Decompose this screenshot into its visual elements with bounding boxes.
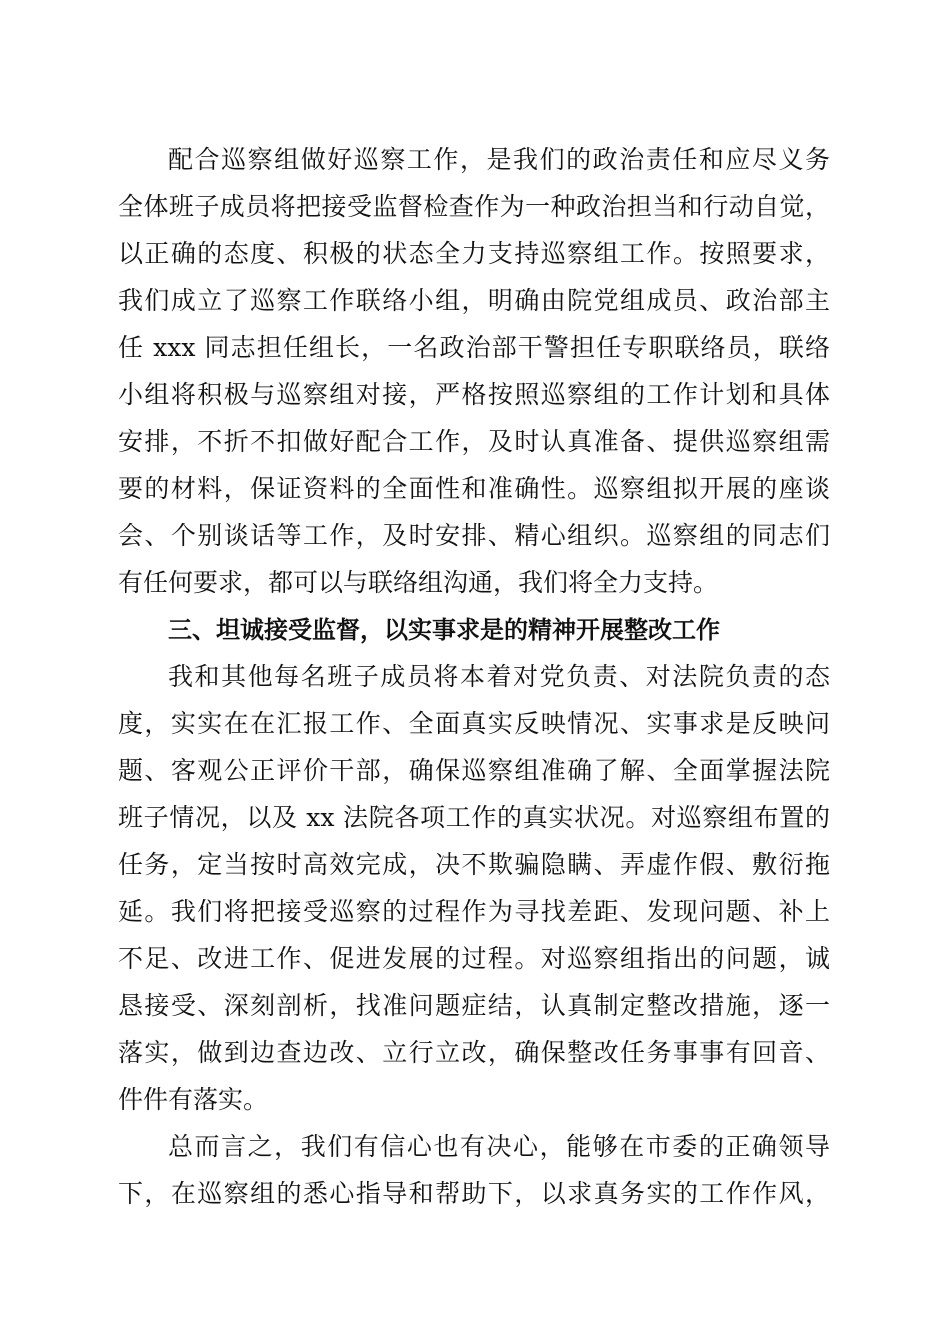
text-line: 下，在巡察组的悉心指导和帮助下，以求真务实的工作作风， — [118, 1179, 830, 1208]
text-line: 以正确的态度、积极的状态全力支持巡察组工作。按照要求， — [118, 239, 830, 268]
text-line: 不足、改进工作、促进发展的过程。对巡察组指出的问题，诚 — [118, 944, 830, 973]
text-line: 恳接受、深刻剖析，找准问题症结，认真制定整改措施，逐一 — [118, 991, 830, 1020]
text-line: 有任何要求，都可以与联络组沟通，我们将全力支持。 — [118, 568, 719, 597]
text-line: 任务，定当按时高效完成，决不欺骗隐瞒、弄虚作假、敷衍拖 — [118, 850, 830, 879]
text-line: 度，实实在在汇报工作、全面真实反映情况、实事求是反映问 — [118, 709, 830, 738]
text-line: 总而言之，我们有信心也有决心，能够在市委的正确领导 — [168, 1132, 830, 1161]
text-line: 我们成立了巡察工作联络小组，明确由院党组成员、政治部主 — [118, 286, 830, 315]
text-line: 延。我们将把接受巡察的过程作为寻找差距、发现问题、补上 — [118, 897, 830, 926]
text-line: 要的材料，保证资料的全面性和准确性。巡察组拟开展的座谈 — [118, 474, 830, 503]
text-line: 题、客观公正评价干部，确保巡察组准确了解、全面掌握法院 — [118, 756, 830, 785]
text-line: 班子情况，以及 xx 法院各项工作的真实状况。对巡察组布置的 — [118, 803, 830, 832]
text-line: 落实，做到边查边改、立行立改，确保整改任务事事有回音、 — [118, 1038, 830, 1067]
text-line: 配合巡察组做好巡察工作，是我们的政治责任和应尽义务 — [168, 145, 830, 174]
text-line: 全体班子成员将把接受监督检查作为一种政治担当和行动自觉， — [118, 192, 830, 221]
section-heading: 三、坦诚接受监督，以实事求是的精神开展整改工作 — [168, 616, 720, 644]
text-line: 安排，不折不扣做好配合工作，及时认真准备、提供巡察组需 — [118, 427, 830, 456]
text-line: 任 xxx 同志担任组长，一名政治部干警担任专职联络员，联络 — [118, 333, 830, 362]
text-line: 我和其他每名班子成员将本着对党负责、对法院负责的态 — [168, 662, 830, 691]
text-line: 件件有落实。 — [118, 1085, 269, 1114]
text-line: 会、个别谈话等工作，及时安排、精心组织。巡察组的同志们 — [118, 521, 830, 550]
text-line: 小组将积极与巡察组对接，严格按照巡察组的工作计划和具体 — [118, 380, 830, 409]
